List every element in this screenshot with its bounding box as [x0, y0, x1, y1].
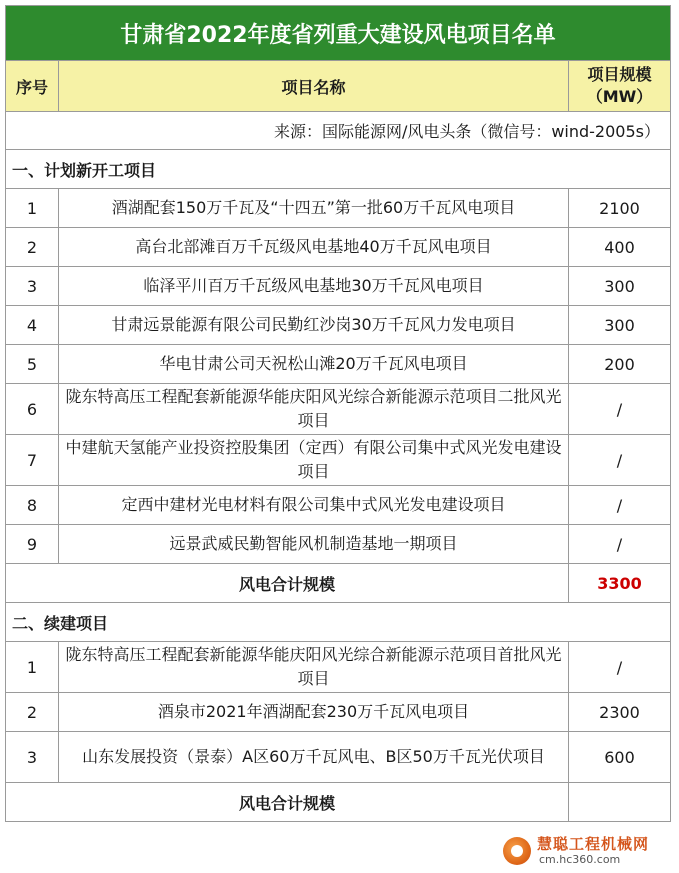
table-row [6, 384, 671, 435]
project-scale: / [569, 384, 671, 435]
section-title-new: 一、计划新开工项目 [6, 150, 671, 189]
project-scale: / [569, 525, 671, 564]
table-row [6, 693, 671, 732]
row-number: 1 [6, 642, 59, 693]
table-row [6, 435, 671, 486]
project-name: 中建航天氢能产业投资控股集团（定西）有限公司集中式风光发电建设项目 [59, 435, 569, 486]
table-row [6, 267, 671, 306]
project-name: 陇东特高压工程配套新能源华能庆阳风光综合新能源示范项目二批风光项目 [59, 384, 569, 435]
source-note: 来源：国际能源网/风电头条（微信号：wind-2005s） [6, 112, 671, 150]
project-name: 酒泉市2021年酒湖配套230万千瓦风电项目 [59, 693, 569, 732]
project-name: 临泽平川百万千瓦级风电基地30万千瓦风电项目 [59, 267, 569, 306]
row-number: 4 [6, 306, 59, 345]
total-value [569, 783, 671, 822]
project-name: 定西中建材光电材料有限公司集中式风光发电建设项目 [59, 486, 569, 525]
total-row [6, 564, 671, 603]
project-name: 远景武威民勤智能风机制造基地一期项目 [59, 525, 569, 564]
hc360-logo-icon [503, 837, 531, 865]
table-row [6, 228, 671, 267]
row-number: 7 [6, 435, 59, 486]
project-scale: 600 [569, 732, 671, 783]
project-scale: / [569, 435, 671, 486]
section-title-continuing: 二、续建项目 [6, 603, 671, 642]
table-title: 甘肃省2022年度省列重大建设风电项目名单 [6, 6, 671, 61]
project-scale: 2100 [569, 189, 671, 228]
project-scale: 200 [569, 345, 671, 384]
table-row [6, 732, 671, 783]
project-name: 酒湖配套150万千瓦及“十四五”第一批60万千瓦风电项目 [59, 189, 569, 228]
project-scale: 300 [569, 267, 671, 306]
total-row [6, 783, 671, 822]
row-number: 2 [6, 228, 59, 267]
total-label: 风电合计规模 [6, 783, 569, 822]
row-number: 3 [6, 267, 59, 306]
header-scale-line2: （MW） [586, 87, 653, 106]
row-number: 1 [6, 189, 59, 228]
row-number: 2 [6, 693, 59, 732]
row-number: 9 [6, 525, 59, 564]
header-index: 序号 [6, 61, 59, 112]
project-name: 甘肃远景能源有限公司民勤红沙岗30万千瓦风力发电项目 [59, 306, 569, 345]
project-scale: 300 [569, 306, 671, 345]
project-name: 山东发展投资（景泰）A区60万千瓦风电、B区50万千瓦光伏项目 [59, 732, 569, 783]
header-scale [569, 61, 671, 112]
project-scale: / [569, 486, 671, 525]
row-number: 6 [6, 384, 59, 435]
project-name: 高台北部滩百万千瓦级风电基地40万千瓦风电项目 [59, 228, 569, 267]
project-scale: 400 [569, 228, 671, 267]
table-row [6, 486, 671, 525]
header-row [6, 61, 671, 112]
project-scale: 2300 [569, 693, 671, 732]
table-row [6, 189, 671, 228]
row-number: 5 [6, 345, 59, 384]
project-name: 华电甘肃公司天祝松山滩20万千瓦风电项目 [59, 345, 569, 384]
watermark-url: cm.hc360.com [539, 853, 621, 866]
header-name: 项目名称 [59, 61, 569, 112]
watermark-name: 慧聪工程机械网 [537, 835, 650, 853]
table-row [6, 525, 671, 564]
table-row [6, 345, 671, 384]
table-row [6, 306, 671, 345]
project-scale: / [569, 642, 671, 693]
total-label: 风电合计规模 [6, 564, 569, 603]
row-number: 3 [6, 732, 59, 783]
total-value: 3300 [569, 564, 671, 603]
row-number: 8 [6, 486, 59, 525]
project-name: 陇东特高压工程配套新能源华能庆阳风光综合新能源示范项目首批风光项目 [59, 642, 569, 693]
watermark [503, 831, 673, 869]
table-row [6, 642, 671, 693]
header-scale-line1: 项目规模 [587, 65, 652, 84]
project-table [5, 5, 671, 822]
